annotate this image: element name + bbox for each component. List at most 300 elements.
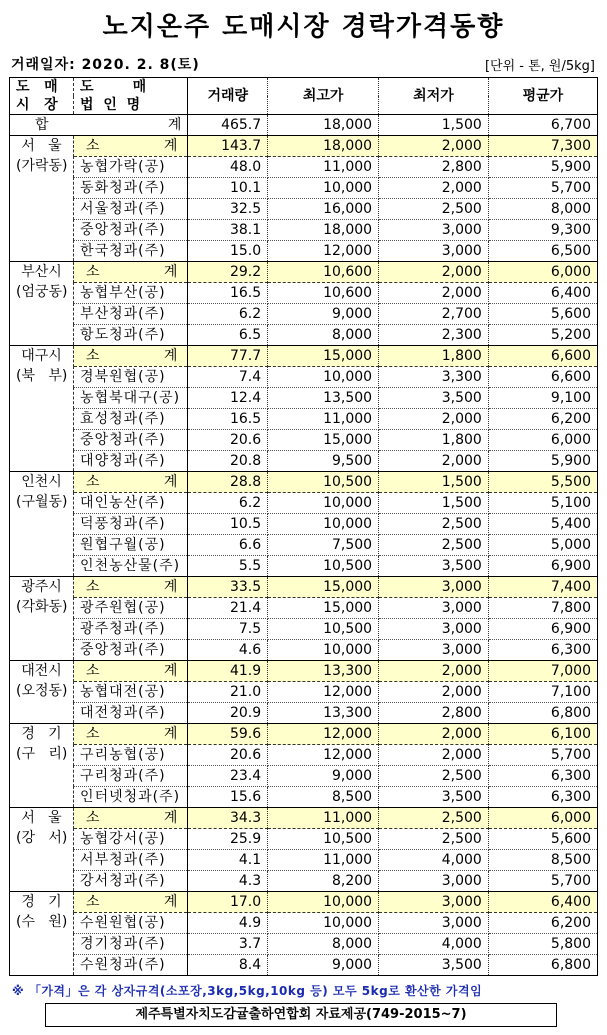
corp-min: 2,800 — [379, 157, 489, 178]
subtotal-label-1: 소 — [86, 810, 100, 826]
corp-min: 1,500 — [379, 493, 489, 514]
page-title: 노지온주 도매시장 경락가격동향 — [102, 12, 505, 42]
corp-min: 2,000 — [379, 745, 489, 766]
corp-row — [10, 745, 597, 766]
corp-max: 10,000 — [268, 913, 379, 934]
corp-volume: 4.9 — [188, 913, 268, 934]
subtotal-min: 2,000 — [379, 661, 489, 682]
corp-row — [10, 535, 597, 556]
market-name — [10, 577, 74, 661]
corp-volume: 21.0 — [188, 682, 268, 703]
corp-volume: 8.4 — [188, 955, 268, 976]
total-avg: 6,700 — [550, 117, 591, 133]
corp-volume: 10.1 — [188, 178, 268, 199]
total-min: 1,500 — [379, 115, 489, 136]
corp-row — [10, 934, 597, 955]
trade-date: 거래일자: 2020. 2. 8(토) — [11, 57, 200, 73]
corp-min: 3,300 — [379, 367, 489, 388]
corp-avg: 6,300 — [550, 642, 591, 658]
corp-volume: 6.2 — [188, 304, 268, 325]
market-name — [10, 661, 74, 724]
market-name — [10, 808, 74, 892]
corp-min: 4,000 — [379, 934, 489, 955]
subtotal-max: 18,000 — [268, 136, 379, 157]
corp-row — [10, 157, 597, 178]
market-name-2: (각화동) — [16, 599, 68, 615]
data-source: 제주특별자치도감귤출하연합회 자료제공(749-2015~7) — [45, 1003, 557, 1027]
corp-row — [10, 556, 597, 577]
subtotal-max: 15,000 — [268, 577, 379, 598]
subtotal-volume: 29.2 — [188, 262, 268, 283]
corp-volume: 20.6 — [188, 745, 268, 766]
corp-max: 10,500 — [268, 556, 379, 577]
subtotal-label-2: 계 — [163, 474, 178, 490]
corp-volume: 6.5 — [188, 325, 268, 346]
corp-max: 10,000 — [268, 493, 379, 514]
subtotal-max: 11,000 — [268, 808, 379, 829]
corp-min: 2,000 — [379, 178, 489, 199]
subtotal-label-2: 계 — [163, 663, 178, 679]
corp-min: 4,000 — [379, 850, 489, 871]
subtotal-label-1: 소 — [86, 264, 100, 280]
total-label-2: 계 — [74, 115, 188, 136]
subtotal-label-2: 계 — [163, 264, 178, 280]
subtotal-label-1: 소 — [86, 894, 100, 910]
corp-min: 2,300 — [379, 325, 489, 346]
corp-name: 대양청과(주) — [74, 451, 188, 472]
corp-min: 3,500 — [379, 388, 489, 409]
header-corp-2: 법 인 명 — [74, 96, 188, 115]
market-name — [10, 136, 74, 262]
corp-min: 2,700 — [379, 304, 489, 325]
market-name-2: (강 서) — [16, 830, 68, 846]
subtotal-row — [10, 472, 597, 493]
corp-min: 2,500 — [379, 766, 489, 787]
corp-max: 11,000 — [268, 850, 379, 871]
corp-min: 2,500 — [379, 829, 489, 850]
corp-name: 대전청과(주) — [74, 703, 188, 724]
corp-row — [10, 430, 597, 451]
corp-avg: 5,700 — [550, 873, 591, 889]
corp-volume: 20.9 — [188, 703, 268, 724]
corp-min: 2,500 — [379, 514, 489, 535]
subtotal-label — [74, 808, 188, 829]
corp-name: 한국청과(주) — [74, 241, 188, 262]
corp-name: 인터넷청과(주) — [74, 787, 188, 808]
subtotal-label — [74, 577, 188, 598]
corp-min: 3,500 — [379, 787, 489, 808]
corp-name: 인천농산물(주) — [74, 556, 188, 577]
corp-min: 2,000 — [379, 283, 489, 304]
corp-row — [10, 682, 597, 703]
subtotal-label — [74, 724, 188, 745]
market-name — [10, 346, 74, 472]
corp-volume: 5.5 — [188, 556, 268, 577]
corp-row — [10, 178, 597, 199]
corp-max: 9,000 — [268, 304, 379, 325]
corp-max: 15,000 — [268, 598, 379, 619]
corp-name: 농협부산(공) — [74, 283, 188, 304]
corp-min: 2,500 — [379, 535, 489, 556]
corp-max: 12,000 — [268, 241, 379, 262]
corp-name: 서부청과(주) — [74, 850, 188, 871]
subtotal-max: 10,600 — [268, 262, 379, 283]
subtotal-avg: 5,500 — [488, 472, 597, 493]
corp-row — [10, 829, 597, 850]
subtotal-row — [10, 346, 597, 367]
subtotal-max: 15,000 — [268, 346, 379, 367]
corp-volume: 7.4 — [188, 367, 268, 388]
corp-row — [10, 514, 597, 535]
corp-row — [10, 871, 597, 892]
corp-name: 원협구월(공) — [74, 535, 188, 556]
header-volume: 거래량 — [188, 78, 268, 115]
market-name-1: 경 기 — [21, 894, 62, 910]
subtotal-volume: 33.5 — [188, 577, 268, 598]
corp-volume: 16.5 — [188, 283, 268, 304]
subtotal-avg: 6,400 — [488, 892, 597, 913]
corp-name: 경기청과(주) — [74, 934, 188, 955]
subtotal-label-2: 계 — [163, 726, 178, 742]
market-name-1: 대전시 — [21, 663, 62, 679]
subtotal-volume: 28.8 — [188, 472, 268, 493]
corp-avg: 5,600 — [488, 829, 597, 850]
corp-max: 11,000 — [268, 409, 379, 430]
corp-avg: 5,900 — [488, 157, 597, 178]
subtotal-label — [74, 262, 188, 283]
corp-volume: 3.7 — [188, 934, 268, 955]
subtotal-avg: 6,600 — [488, 346, 597, 367]
total-volume: 465.7 — [188, 115, 268, 136]
corp-row — [10, 220, 597, 241]
corp-avg: 5,700 — [488, 745, 597, 766]
corp-max: 15,000 — [268, 430, 379, 451]
corp-row — [10, 451, 597, 472]
subtotal-label-1: 소 — [86, 348, 100, 364]
corp-min: 2,000 — [379, 682, 489, 703]
corp-avg: 5,400 — [488, 514, 597, 535]
corp-max: 10,500 — [268, 619, 379, 640]
market-name — [10, 892, 74, 976]
corp-row — [10, 787, 597, 808]
corp-avg: 6,200 — [488, 913, 597, 934]
subtotal-label — [74, 136, 188, 157]
subtotal-volume: 143.7 — [188, 136, 268, 157]
corp-volume: 15.0 — [188, 241, 268, 262]
corp-avg: 6,900 — [550, 558, 591, 574]
corp-max: 10,000 — [268, 640, 379, 661]
subtotal-label-2: 계 — [163, 348, 178, 364]
corp-row — [10, 955, 597, 976]
corp-row — [10, 766, 597, 787]
corp-min: 2,800 — [379, 703, 489, 724]
subtotal-row — [10, 577, 597, 598]
market-name-2: (오정동) — [16, 683, 68, 699]
unit-label: [단위 - 톤, 원/5kg] — [484, 59, 595, 74]
subtotal-row — [10, 136, 597, 157]
subtotal-volume: 41.9 — [188, 661, 268, 682]
corp-max: 12,000 — [268, 682, 379, 703]
subtotal-volume: 17.0 — [188, 892, 268, 913]
corp-volume: 16.5 — [188, 409, 268, 430]
market-name — [10, 724, 74, 808]
corp-max: 11,000 — [268, 157, 379, 178]
subtotal-min: 2,000 — [379, 262, 489, 283]
price-note: ※ 「가격」은 각 상자규격(소포장,3kg,5kg,10kg 등) 모두 5kg로 환산한 가격임 — [12, 984, 483, 998]
corp-max: 16,000 — [268, 199, 379, 220]
subtotal-avg: 6,000 — [488, 262, 597, 283]
corp-row — [10, 409, 597, 430]
corp-row — [10, 199, 597, 220]
total-label-1: 합 — [35, 117, 49, 133]
corp-volume: 4.6 — [188, 640, 268, 661]
subtotal-label-2: 계 — [163, 810, 178, 826]
subtotal-label-1: 소 — [86, 138, 100, 154]
subtotal-label-1: 소 — [86, 579, 100, 595]
corp-avg: 7,800 — [488, 598, 597, 619]
corp-volume: 25.9 — [188, 829, 268, 850]
subtotal-label — [74, 346, 188, 367]
corp-name: 동화청과(주) — [74, 178, 188, 199]
corp-name: 강서청과(주) — [74, 871, 188, 892]
market-name-1: 광주시 — [21, 579, 62, 595]
subtotal-avg: 7,300 — [488, 136, 597, 157]
corp-volume: 21.4 — [188, 598, 268, 619]
corp-name: 경북원협(공) — [74, 367, 188, 388]
corp-volume: 20.8 — [188, 451, 268, 472]
corp-volume: 32.5 — [188, 199, 268, 220]
corp-name: 수원청과(주) — [74, 955, 188, 976]
corp-row — [10, 913, 597, 934]
corp-max: 10,600 — [268, 283, 379, 304]
total-max: 18,000 — [268, 115, 379, 136]
corp-volume: 12.4 — [188, 388, 268, 409]
corp-min: 3,000 — [379, 913, 489, 934]
total-row — [10, 115, 597, 136]
corp-row — [10, 493, 597, 514]
corp-volume: 38.1 — [188, 220, 268, 241]
corp-min: 2,000 — [379, 451, 489, 472]
corp-row — [10, 598, 597, 619]
corp-name: 농협강서(공) — [74, 829, 188, 850]
market-name-1: 대구시 — [21, 348, 62, 364]
subtotal-row — [10, 262, 597, 283]
corp-avg: 5,800 — [488, 934, 597, 955]
corp-avg: 6,400 — [488, 283, 597, 304]
corp-name: 덕풍청과(주) — [74, 514, 188, 535]
market-name-1: 서 울 — [21, 138, 62, 154]
subtotal-label — [74, 661, 188, 682]
corp-avg: 5,100 — [488, 493, 597, 514]
market-name — [10, 262, 74, 346]
market-name-2: (구 리) — [16, 746, 68, 762]
corp-max: 7,500 — [268, 535, 379, 556]
subtotal-min: 2,000 — [379, 136, 489, 157]
corp-avg: 9,100 — [488, 388, 597, 409]
subtotal-avg: 7,000 — [488, 661, 597, 682]
subtotal-volume: 59.6 — [188, 724, 268, 745]
subtotal-row — [10, 661, 597, 682]
corp-min: 3,000 — [379, 640, 489, 661]
corp-volume: 6.6 — [188, 535, 268, 556]
subtotal-max: 10,500 — [268, 472, 379, 493]
subtotal-volume: 77.7 — [188, 346, 268, 367]
subtotal-max: 13,300 — [268, 661, 379, 682]
corp-min: 3,000 — [379, 241, 489, 262]
market-name-1: 서 울 — [21, 810, 62, 826]
corp-volume: 23.4 — [188, 766, 268, 787]
market-name-1: 인천시 — [21, 474, 62, 490]
corp-max: 8,500 — [268, 787, 379, 808]
price-table — [10, 78, 597, 975]
corp-volume: 48.0 — [188, 157, 268, 178]
corp-min: 3,000 — [379, 598, 489, 619]
corp-max: 10,000 — [268, 367, 379, 388]
subtotal-label-1: 소 — [86, 663, 100, 679]
market-name-2: (가락동) — [16, 158, 68, 174]
corp-avg: 6,900 — [488, 619, 597, 640]
corp-avg: 7,100 — [488, 682, 597, 703]
corp-name: 광주원협(공) — [74, 598, 188, 619]
subtotal-min: 3,000 — [379, 577, 489, 598]
market-name-2: (엄궁동) — [16, 284, 68, 300]
subtotal-avg: 6,000 — [488, 808, 597, 829]
corp-volume: 15.6 — [188, 787, 268, 808]
corp-row — [10, 619, 597, 640]
corp-avg: 6,300 — [550, 789, 591, 805]
corp-max: 9,500 — [268, 451, 379, 472]
subtotal-row — [10, 808, 597, 829]
header-market-1: 도 매 — [10, 78, 74, 96]
subtotal-label-1: 소 — [86, 726, 100, 742]
header-corp-1: 도 매 — [74, 78, 188, 96]
corp-volume: 6.2 — [188, 493, 268, 514]
header-min: 최저가 — [379, 78, 489, 115]
subtotal-label-2: 계 — [163, 138, 178, 154]
corp-volume: 20.6 — [188, 430, 268, 451]
corp-avg: 6,200 — [488, 409, 597, 430]
corp-max: 8,200 — [268, 871, 379, 892]
corp-min: 3,000 — [379, 220, 489, 241]
market-name-1: 경 기 — [21, 726, 62, 742]
corp-name: 중앙청과(주) — [74, 640, 188, 661]
corp-max: 8,000 — [268, 934, 379, 955]
header-avg: 평균가 — [488, 78, 597, 115]
corp-max: 8,000 — [268, 325, 379, 346]
subtotal-avg: 6,100 — [488, 724, 597, 745]
corp-avg: 5,900 — [550, 453, 591, 469]
corp-volume: 7.5 — [188, 619, 268, 640]
corp-name: 항도청과(주) — [74, 325, 188, 346]
market-name — [10, 472, 74, 577]
header-max: 최고가 — [268, 78, 379, 115]
corp-volume: 4.1 — [188, 850, 268, 871]
corp-name: 농협가락(공) — [74, 157, 188, 178]
corp-avg: 6,500 — [550, 243, 591, 259]
corp-row — [10, 703, 597, 724]
corp-min: 3,000 — [379, 619, 489, 640]
subtotal-row — [10, 724, 597, 745]
subtotal-label-2: 계 — [163, 894, 178, 910]
corp-row — [10, 304, 597, 325]
corp-name: 구리농협(공) — [74, 745, 188, 766]
header-market-2: 시 장 — [10, 96, 74, 115]
subtotal-label-1: 소 — [86, 474, 100, 490]
corp-max: 10,000 — [268, 178, 379, 199]
corp-volume: 4.3 — [188, 871, 268, 892]
corp-min: 1,800 — [379, 430, 489, 451]
subtotal-avg: 7,400 — [488, 577, 597, 598]
corp-avg: 5,600 — [488, 304, 597, 325]
corp-max: 10,000 — [268, 514, 379, 535]
corp-name: 대인농산(주) — [74, 493, 188, 514]
corp-avg: 6,000 — [488, 430, 597, 451]
market-name-2: (구월동) — [16, 494, 68, 510]
subtotal-min: 2,000 — [379, 724, 489, 745]
corp-name: 구리청과(주) — [74, 766, 188, 787]
corp-name: 농협대전(공) — [74, 682, 188, 703]
corp-name: 광주청과(주) — [74, 619, 188, 640]
corp-avg: 9,300 — [488, 220, 597, 241]
corp-avg: 5,200 — [550, 327, 591, 343]
corp-max: 13,300 — [268, 703, 379, 724]
corp-min: 2,000 — [379, 409, 489, 430]
corp-avg: 6,800 — [550, 957, 591, 973]
market-name-2: (북 부) — [16, 368, 68, 384]
corp-row — [10, 640, 597, 661]
corp-min: 3,000 — [379, 871, 489, 892]
corp-avg: 6,800 — [550, 705, 591, 721]
corp-name: 중앙청과(주) — [74, 430, 188, 451]
corp-avg: 8,000 — [488, 199, 597, 220]
corp-avg: 5,000 — [488, 535, 597, 556]
corp-name: 효성청과(주) — [74, 409, 188, 430]
corp-min: 3,500 — [379, 955, 489, 976]
corp-name: 중앙청과(주) — [74, 220, 188, 241]
corp-name: 부산청과(주) — [74, 304, 188, 325]
subtotal-label-2: 계 — [163, 579, 178, 595]
subtotal-min: 1,500 — [379, 472, 489, 493]
corp-max: 10,500 — [268, 829, 379, 850]
corp-name: 수원원협(공) — [74, 913, 188, 934]
corp-row — [10, 388, 597, 409]
corp-avg: 5,700 — [488, 178, 597, 199]
subtotal-row — [10, 892, 597, 913]
corp-avg: 6,300 — [488, 766, 597, 787]
corp-max: 18,000 — [268, 220, 379, 241]
subtotal-min: 3,000 — [379, 892, 489, 913]
corp-avg: 8,500 — [488, 850, 597, 871]
corp-row — [10, 325, 597, 346]
corp-avg: 6,600 — [488, 367, 597, 388]
corp-min: 2,500 — [379, 199, 489, 220]
corp-name: 서울청과(주) — [74, 199, 188, 220]
corp-max: 12,000 — [268, 745, 379, 766]
market-name-2: (수 원) — [16, 914, 68, 930]
subtotal-min: 2,500 — [379, 808, 489, 829]
corp-row — [10, 283, 597, 304]
corp-max: 13,500 — [268, 388, 379, 409]
subtotal-label — [74, 472, 188, 493]
corp-row — [10, 367, 597, 388]
corp-max: 9,000 — [268, 766, 379, 787]
corp-volume: 10.5 — [188, 514, 268, 535]
corp-name: 농협북대구(공) — [74, 388, 188, 409]
subtotal-max: 12,000 — [268, 724, 379, 745]
subtotal-min: 1,800 — [379, 346, 489, 367]
corp-min: 3,500 — [379, 556, 489, 577]
corp-max: 9,000 — [268, 955, 379, 976]
